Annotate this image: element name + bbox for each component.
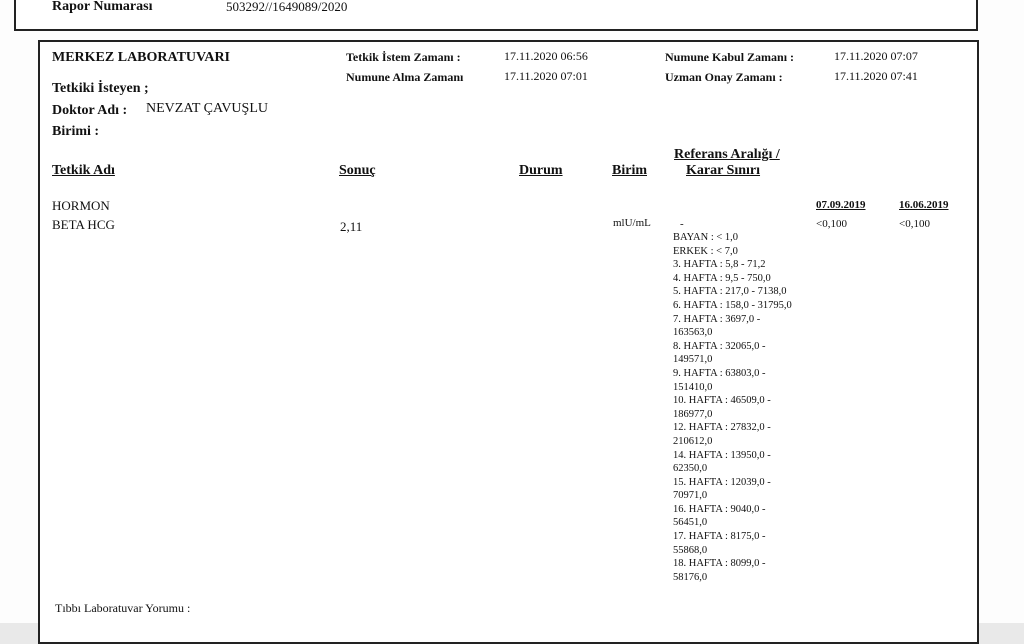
reference-range-line: 62350,0 [673, 463, 708, 475]
lab-comment-label: Tıbbı Laboratuvar Yorumu : [55, 601, 191, 615]
report-number-label: Rapor Numarası [52, 0, 153, 14]
test-group: HORMON [52, 198, 110, 213]
reference-range-line: 16. HAFTA : 9040,0 - [673, 503, 766, 515]
reference-range-line: 9. HAFTA : 63803,0 - [673, 367, 766, 379]
reference-range-line: 10. HAFTA : 46509,0 - [673, 395, 771, 407]
reference-range-line: 12. HAFTA : 27832,0 - [673, 422, 771, 434]
reference-range-line: 14. HAFTA : 13950,0 - [673, 449, 771, 461]
reference-range-line: 17. HAFTA : 8175,0 - [673, 531, 766, 543]
reference-range-line: 56451,0 [673, 517, 708, 529]
col-reference-line1: Referans Aralığı / [674, 147, 780, 162]
requester-label: Tetkiki İsteyen ; [52, 81, 149, 96]
reference-range-line: 149571,0 [673, 354, 713, 366]
history-value2: <0,100 [899, 218, 930, 230]
accept-time-label: Numune Kabul Zamanı : [665, 50, 795, 64]
reference-range-list [673, 231, 792, 584]
reference-range-line: 15. HAFTA : 12039,0 - [673, 476, 771, 488]
request-time-label: Tetkik İstem Zamanı : [346, 50, 461, 64]
accept-time-value: 17.11.2020 07:07 [834, 49, 918, 63]
col-result: Sonuç [339, 163, 376, 178]
reference-range-line: 210612,0 [673, 435, 713, 447]
reference-range-line: 8. HAFTA : 32065,0 - [673, 340, 766, 352]
report-number-box [14, 0, 978, 31]
reference-range-line: 186977,0 [673, 408, 713, 420]
reference-range-line: BAYAN : < 1,0 [673, 232, 739, 243]
col-status: Durum [519, 163, 563, 178]
reference-range-line: 58176,0 [673, 571, 708, 583]
reference-range-line: 18. HAFTA : 8099,0 - [673, 558, 766, 570]
request-time-value: 17.11.2020 06:56 [504, 49, 588, 63]
reference-range-line: 4. HAFTA : 9,5 - 750,0 [673, 272, 771, 284]
report-number-value: 503292//1649089/2020 [226, 0, 348, 14]
lab-result-box [38, 40, 979, 644]
sample-time-value: 17.11.2020 07:01 [504, 69, 588, 83]
reference-range-line: 6. HAFTA : 158,0 - 31795,0 [673, 299, 792, 311]
reference-range-line: 151410,0 [673, 381, 713, 393]
reference-range-line: ERKEK : < 7,0 [673, 245, 738, 257]
reference-range-line: 3. HAFTA : 5,8 - 71,2 [673, 259, 766, 271]
lab-name: MERKEZ LABORATUVARI [52, 50, 231, 65]
doctor-label: Doktor Adı : [52, 103, 128, 118]
history-value1: <0,100 [816, 218, 847, 230]
approval-time-value: 17.11.2020 07:41 [834, 69, 918, 83]
reference-dash: - [680, 218, 684, 230]
sample-time-label: Numune Alma Zamanı [346, 70, 464, 84]
col-history-date2: 16.06.2019 [899, 199, 949, 211]
col-test-name: Tetkik Adı [52, 163, 115, 178]
reference-range-line: 7. HAFTA : 3697,0 - [673, 313, 761, 325]
reference-range-line: 70971,0 [673, 490, 708, 502]
col-reference-line2: Karar Sınırı [686, 163, 761, 178]
approval-time-label: Uzman Onay Zamanı : [665, 70, 783, 84]
col-unit: Birim [612, 163, 647, 178]
doctor-name: NEVZAT ÇAVUŞLU [146, 101, 268, 116]
test-result: 2,11 [340, 219, 363, 234]
col-history-date1: 07.09.2019 [816, 199, 866, 211]
test-name: BETA HCG [52, 217, 115, 232]
test-unit: mlU/mL [613, 217, 651, 229]
unit-label: Birimi : [52, 124, 100, 139]
reference-range-line: 5. HAFTA : 217,0 - 7138,0 [673, 286, 787, 298]
reference-range-line: 163563,0 [673, 327, 713, 339]
reference-range-line: 55868,0 [673, 544, 708, 556]
